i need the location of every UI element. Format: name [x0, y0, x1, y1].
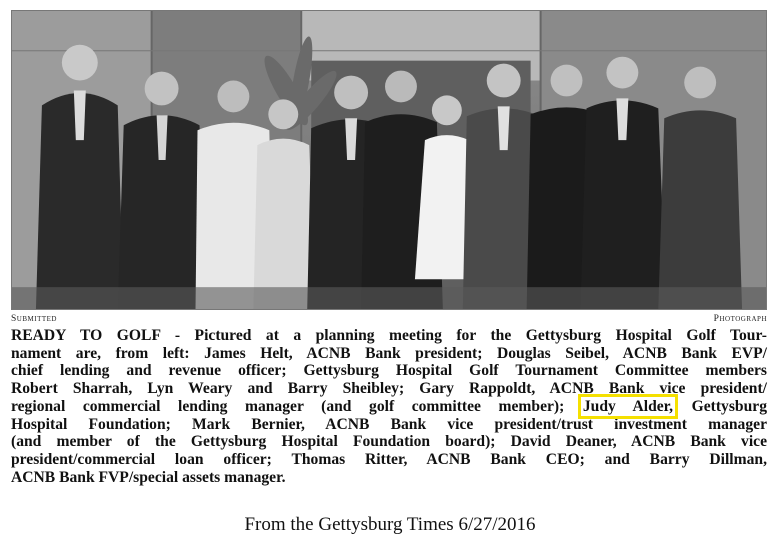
caption-line: (and member of the Gettysburg Hospital Foundation board); David Deaner, ACNB Bank vice	[11, 433, 767, 451]
caption-line: Robert Sharrah, Lyn Weary and Barry Sheibley; Gary Rappoldt, ACNB Bank vice president/	[11, 380, 767, 398]
caption-line-tail: Gettysburg	[691, 397, 767, 415]
caption-line: Hospital Foundation; Mark Bernier, ACNB Bank vice president/trust investment manager	[11, 415, 767, 433]
photo-caption	[11, 327, 771, 486]
caption-line-highlight	[11, 398, 767, 416]
caption-line: chief lending and revenue officer; Gettysburg Hospital Golf Tournament Committee members	[11, 362, 767, 380]
photo-credit-photograph: Photograph	[713, 314, 767, 324]
group-photo-illustration	[12, 11, 766, 309]
photo-credit-submitted: Submitted	[11, 314, 57, 324]
caption-line: ACNB Bank FVP/special assets manager.	[11, 468, 286, 486]
caption-line: president/commercial loan officer; Thomas Ritter, ACNB Bank CEO; and Barry Dillman,	[11, 450, 767, 468]
caption-line: nament are, from left: James Helt, ACNB Bank president; Douglas Seibel, ACNB Bank EVP/	[11, 344, 767, 362]
photo-credit-row	[11, 314, 767, 328]
caption-line: READY TO GOLF - Pictured at a planning meeting for the Gettysburg Hospital Golf Tour-	[11, 327, 767, 344]
group-photo	[11, 10, 767, 310]
source-attribution: From the Gettysburg Times 6/27/2016	[244, 514, 536, 535]
highlighted-name: Judy Alder,	[582, 397, 674, 415]
caption-line-text: regional commercial lending manager (and golf committee member);	[11, 397, 565, 415]
